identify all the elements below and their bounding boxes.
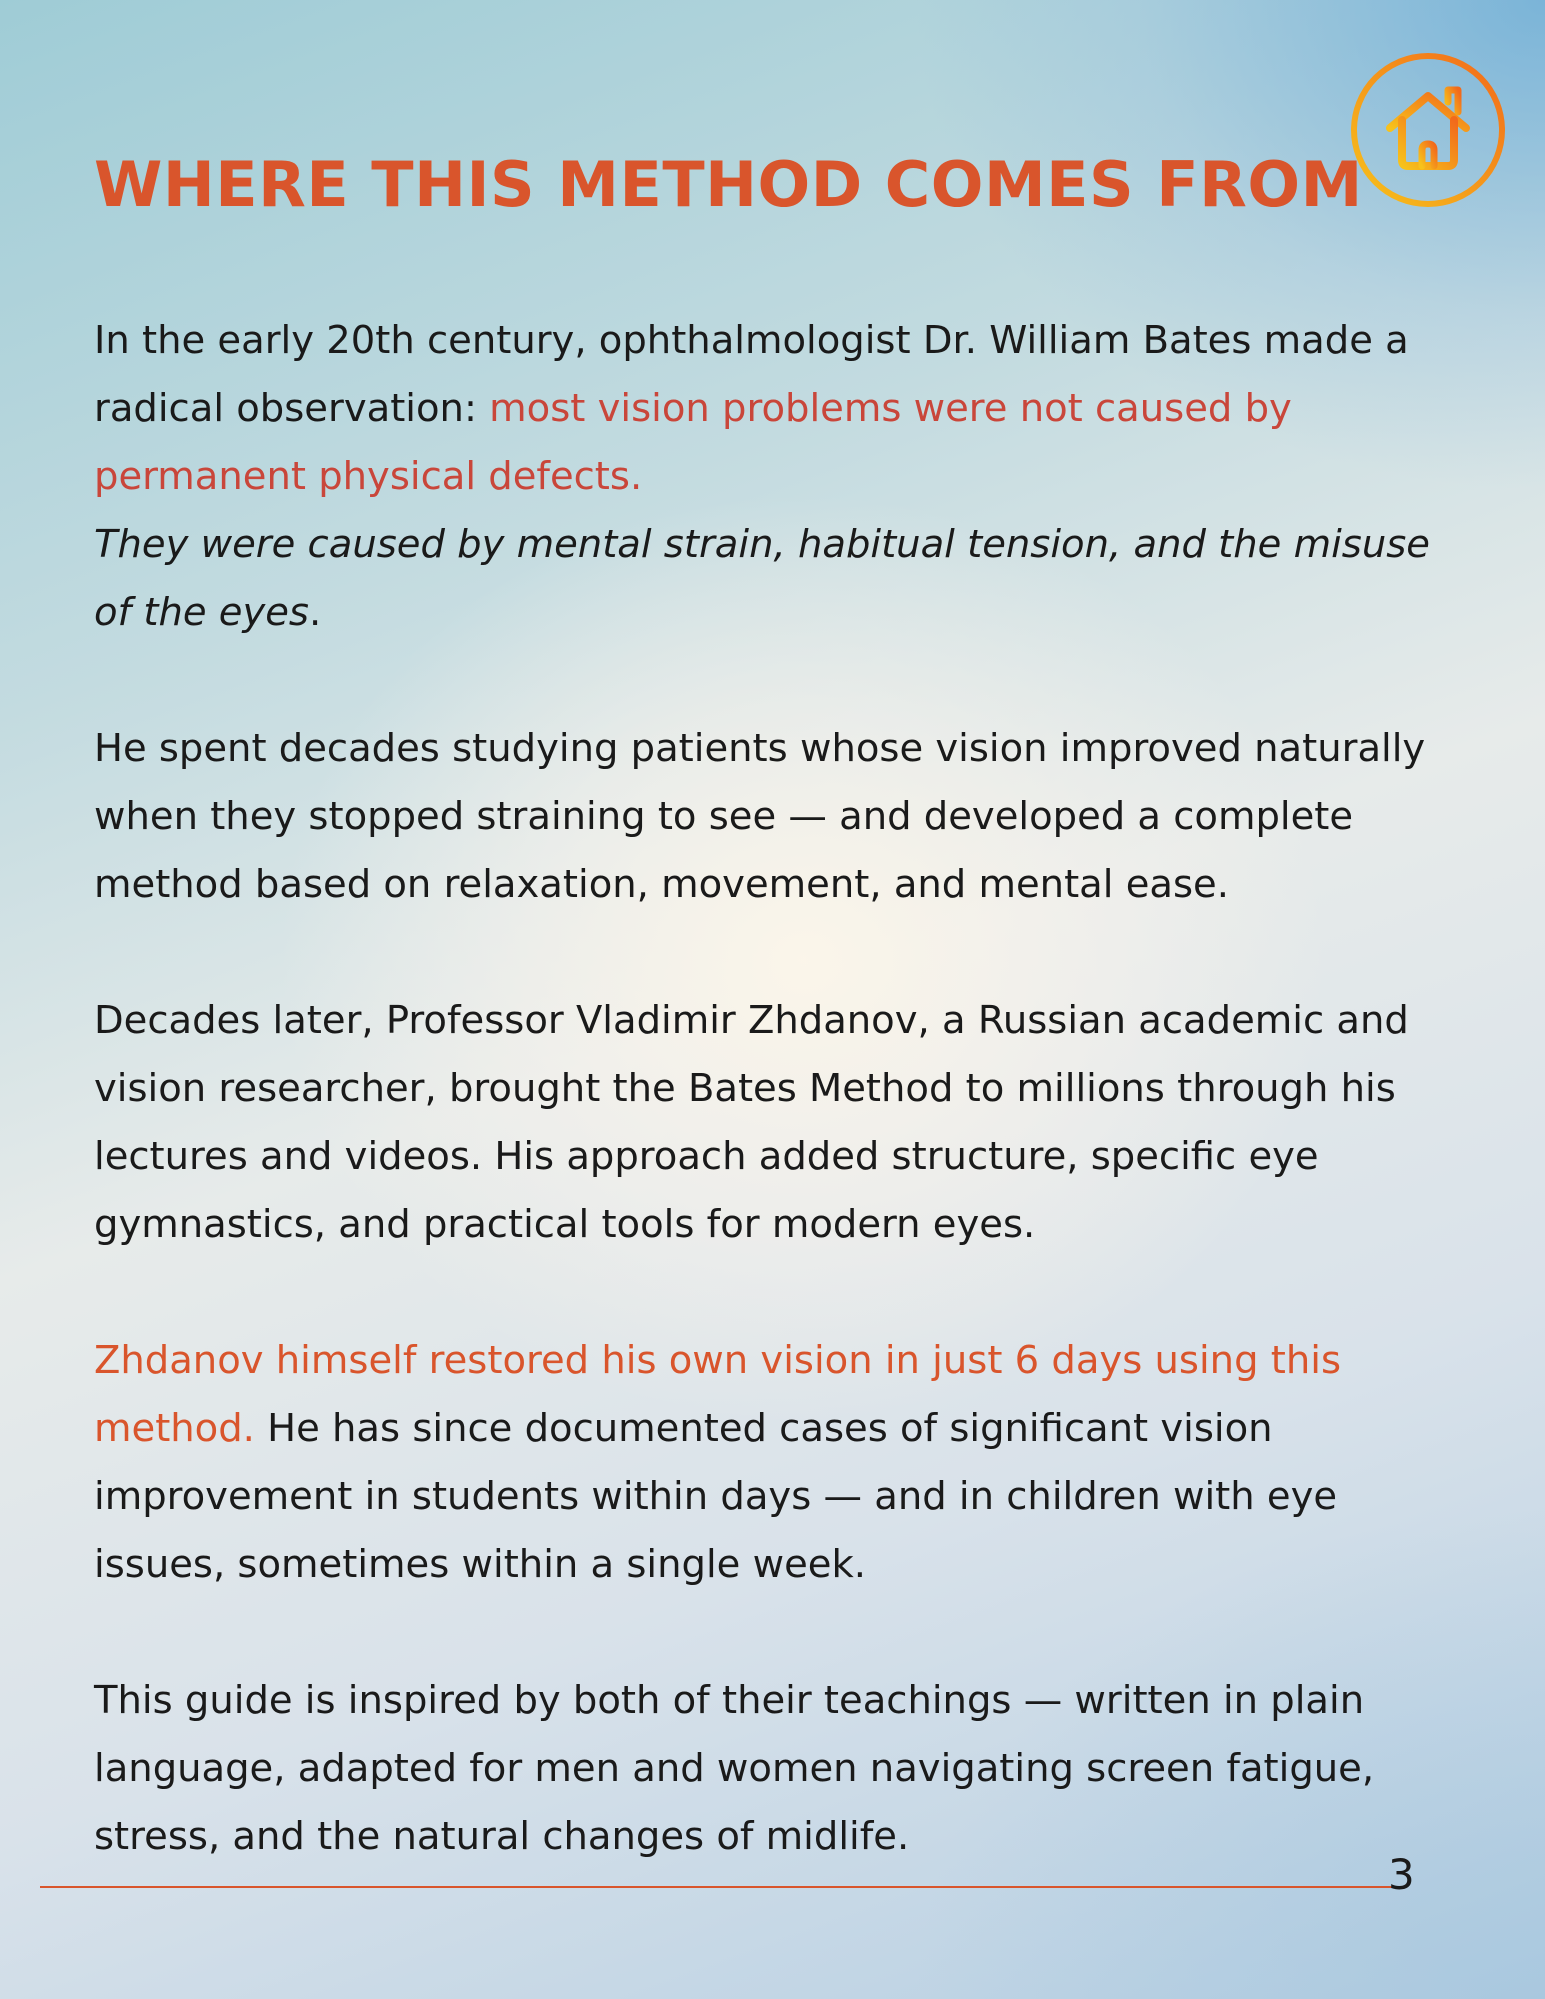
home-button[interactable] <box>1350 52 1506 208</box>
paragraph-zhdanov-results <box>94 1327 1474 1599</box>
paragraph-guide-inspiration: This guide is inspired by both of their teachings — written in plain language, adapted for men and women navigating screen fatigue, stress, and the natural changes of midlife. <box>94 1678 1375 1859</box>
bates-intro-text: In the early 20th century, ophthalmologist Dr. William Bates made a radical observation: <box>94 318 1409 431</box>
body-text <box>94 307 1474 1871</box>
home-icon <box>1350 52 1506 208</box>
bates-highlight-text: most vision problems were not caused by permanent physical defects. <box>94 386 1292 499</box>
paragraph-bates-observation <box>94 307 1474 647</box>
paragraph-bates-method: He spent decades studying patients whose vision improved naturally when they stopped straining to see — and developed a complete method based on relaxation, movement, and mental ease. <box>94 726 1426 907</box>
page-title: WHERE THIS METHOD COMES FROM <box>94 148 1363 221</box>
bates-end-text: . <box>308 590 322 635</box>
footer-divider <box>40 1886 1392 1888</box>
bates-italic-text: They were caused by mental strain, habitual tension, and the misuse of the eyes <box>94 522 1430 635</box>
paragraph-zhdanov-intro: Decades later, Professor Vladimir Zhdanov, a Russian academic and vision researcher, brought the Bates Method to millions through his lectures and videos. His approach added structure, specific eye gymnastics, and practical tools for modern eyes. <box>94 998 1409 1247</box>
page-number: 3 <box>1388 1850 1415 1899</box>
zhdanov-highlight-text: Zhdanov himself restored his own vision in just 6 days using this method. <box>94 1338 1342 1451</box>
zhdanov-rest-text: He has since documented cases of significant vision improvement in students within days — and in children with eye issues, sometimes within a single week. <box>94 1406 1338 1587</box>
